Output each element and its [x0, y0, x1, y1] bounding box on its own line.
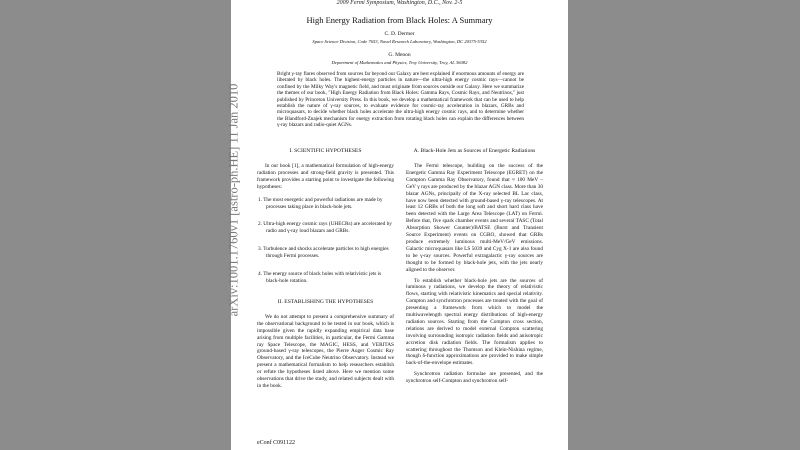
running-header: 2009 Fermi Symposium, Washington, D.C., Nov. 2-5 [336, 0, 463, 6]
section-heading: II. ESTABLISHING THE HYPOTHESES [277, 298, 374, 305]
section-intro: In our book [1], a mathematical formulation of high-energy radiation processes and strong-field gravity is presented. This framework provides a starting point to investigate the following hypotheses: [257, 163, 394, 190]
list-item: 1. The most energetic and powerful radiations are made by processes taking place in black-hole jets. [258, 196, 383, 210]
author-affiliation: Space Science Division, Code 7653, Naval Research Laboratory, Washington, DC 20375-5352 [312, 39, 487, 44]
author-name: G. Menon [388, 52, 411, 58]
left-column [257, 148, 394, 394]
hypotheses-list [257, 197, 394, 285]
body-paragraph: To establish whether black-hole jets are the sources of luminous γ radiations, we develop the theory of relativistic flows, starting with relativistic kinematics and special relativity. Compton and synchrotron processes are treated with the goal of presenting a framework from which to model the multiwavelength spectral energy distributions of high-energy radiation sources. Starting from the Compton cross section, relations are derived to model external Compton scattering involving surrounding isotropic radiation fields and anisotropic accretion disk radiation fields. The formalism applies to scattering throughout the Thomson and Klein-Nishina regime, though δ-function approximations are provided to make simple back-of-the-envelope estimates. [406, 277, 543, 367]
body-paragraph: Synchrotron radiation formulae are presented, and the synchrotron self-Compton and synchrotron self- [406, 371, 543, 385]
author-affiliation: Department of Mathematics and Physics, Troy University, Troy, AL 36082 [331, 60, 468, 65]
abstract: Bright γ-ray flares observed from sources far beyond our Galaxy are best explained if enormous amounts of energy are liberated by black holes. The highest-energy particles in nature—the ultra-high energy cosmic rays—cannot be confined by the Milky Way's magnetic field, and must originate from sources outside our Galaxy. Here we summarize the themes of our book, "High Energy Radiation from Black Holes: Gamma Rays, Cosmic Rays, and Neutrinos," just published by Princeton University Press. In this book, we develop a mathematical framework that can be used to help establish the nature of γ-ray sources, to evaluate evidence for cosmic-ray acceleration in blazars, GRBs and microquasars, to decide whether black holes accelerate the ultra-high energy cosmic rays, and to determine whether the Blandford-Znajek mechanism for energy extraction from rotating black holes can explain the differences between γ-ray blazars and radio-quiet AGNs. [277, 71, 524, 129]
arxiv-sidebar [222, 83, 246, 317]
subsection-heading: A. Black-Hole Jets as Sources of Energetic Radiations [413, 148, 536, 154]
page-footer: eConf C091122 [257, 440, 295, 446]
paper-page [231, 0, 568, 450]
arxiv-stamp: arXiv:1001.1760v1 [astro-ph.HE] 11 Jan 2010 [226, 83, 241, 317]
list-item: 4. The energy source of black holes with relativistic jets is black-hole rotation. [258, 271, 382, 284]
list-item: 3. Turbulence and shocks accelerate particles to high energies through Fermi processes. [258, 246, 389, 260]
paper-title: High Energy Radiation from Black Holes: A Summary [306, 15, 493, 25]
section-heading: I. SCIENTIFIC HYPOTHESES [289, 148, 362, 154]
list-item: 2. Ultra-high energy cosmic rays (UHECRs) are accelerated by radio and γ-ray loud blazars and GRBs. [258, 221, 392, 235]
body-paragraph: We do not attempt to present a comprehensive summary of the observational background to be tested in our book, which is impossible given the rapidly expanding empirical data base arising from multiple facilities, in particular, the Fermi Gamma ray Space Telescope, the MAGIC, HESS, and VERITAS ground-based γ-ray telescopes, the Pierre Auger Cosmic Ray Observatory, and the IceCube Neutrino Observatory. Instead we present a mathematical formalism to help researchers establish or refute the hypotheses listed above. Here we mention some observations that drive the study, and related subjects dealt with in the book. [257, 313, 394, 389]
right-column [406, 148, 543, 389]
author-name: C. D. Dermer [384, 31, 415, 37]
body-paragraph: The Fermi telescope, building on the success of the Energetic Gamma Ray Experiment Telescope (EGRET) on the Compton Gamma Ray Observatory, found that ≈ 100 MeV – GeV γ rays are produced by the blazar AGN class. More than 30 blazar AGNs, principally of the X-ray selected BL Lac class, have now been detected with ground-based γ-ray telescopes. At least 12 GRBs of both the long soft and short hard class have been detected with the Large Area Telescope (LAT) on Fermi. Before that, five spark chamber events and several TASC (Total Absorption Shower Counter)/BATSE (Burst and Transient Source Experiment) events on CGRO, showed that GRBs produce extremely luminous multi-MeV/GeV emissions. Galactic microquasars like LS 5039 and Cyg X-1 are also found to be γ-ray sources. Powerful extragalactic γ-ray sources are thought to be formed by black-hole jets, with the jets nearly aligned to the observer. [406, 163, 543, 273]
